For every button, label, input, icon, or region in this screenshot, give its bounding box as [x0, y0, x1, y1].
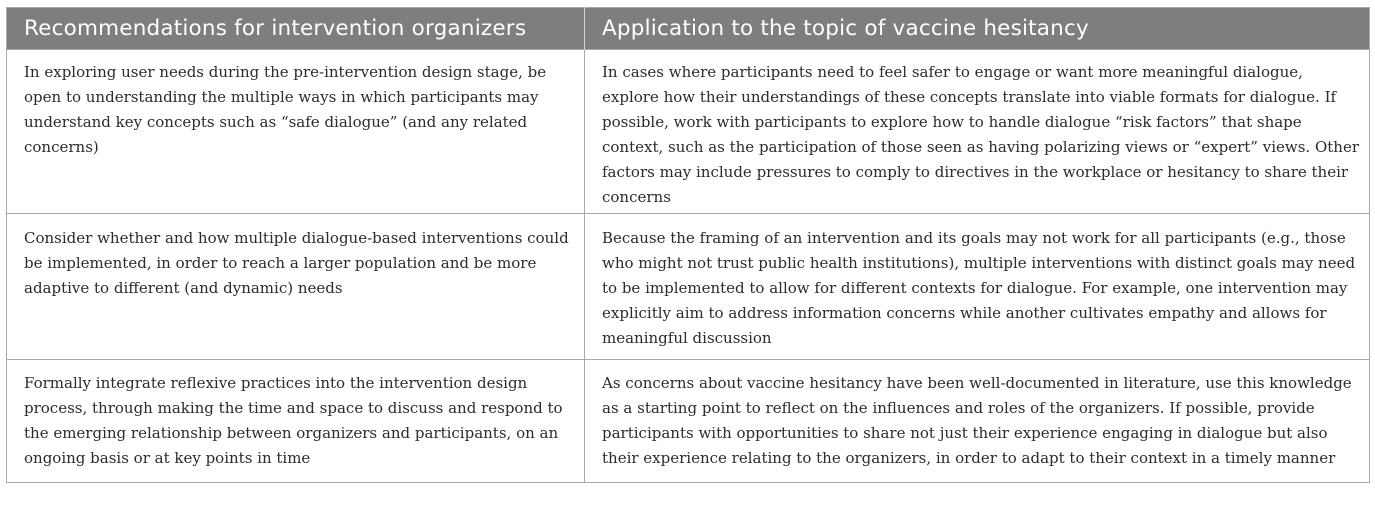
table-row [7, 50, 1370, 214]
recommendation-cell: In exploring user needs during the pre-intervention design stage, be open to understanding the multiple ways in which participants may understand key concepts such as “safe dialogue” (and any related concerns) [7, 50, 585, 214]
table-header-row [7, 8, 1370, 50]
table-body [7, 50, 1370, 483]
recommendations-table-container [6, 7, 1369, 483]
header-recommendations: Recommendations for intervention organizers [7, 8, 585, 50]
recommendations-table [6, 7, 1370, 483]
recommendation-cell: Consider whether and how multiple dialogue-based interventions could be implemented, in order to reach a larger population and be more adaptive to different (and dynamic) needs [7, 214, 585, 360]
table-row [7, 360, 1370, 483]
application-cell: As concerns about vaccine hesitancy have been well-documented in literature, use this knowledge as a starting point to reflect on the influences and roles of the organizers. If possible, provide participants with opportunities to share not just their experience engaging in dialogue but also their experience relating to the organizers, in order to adapt to their context in a timely manner [585, 360, 1370, 483]
table-row [7, 214, 1370, 360]
header-application: Application to the topic of vaccine hesitancy [585, 8, 1370, 50]
application-cell: In cases where participants need to feel safer to engage or want more meaningful dialogue, explore how their understandings of these concepts translate into viable formats for dialogue. If possible, work with participants to explore how to handle dialogue “risk factors” that shape context, such as the participation of those seen as having polarizing views or “expert” views. Other factors may include pressures to comply to directives in the workplace or hesitancy to share their concerns [585, 50, 1370, 214]
table-header [7, 8, 1370, 50]
application-cell: Because the framing of an intervention and its goals may not work for all participants (e.g., those who might not trust public health institutions), multiple interventions with distinct goals may need to be implemented to allow for different contexts for dialogue. For example, one intervention may explicitly aim to address information concerns while another cultivates empathy and allows for meaningful discussion [585, 214, 1370, 360]
recommendation-cell: Formally integrate reflexive practices into the intervention design process, through making the time and space to discuss and respond to the emerging relationship between organizers and participants, on an ongoing basis or at key points in time [7, 360, 585, 483]
